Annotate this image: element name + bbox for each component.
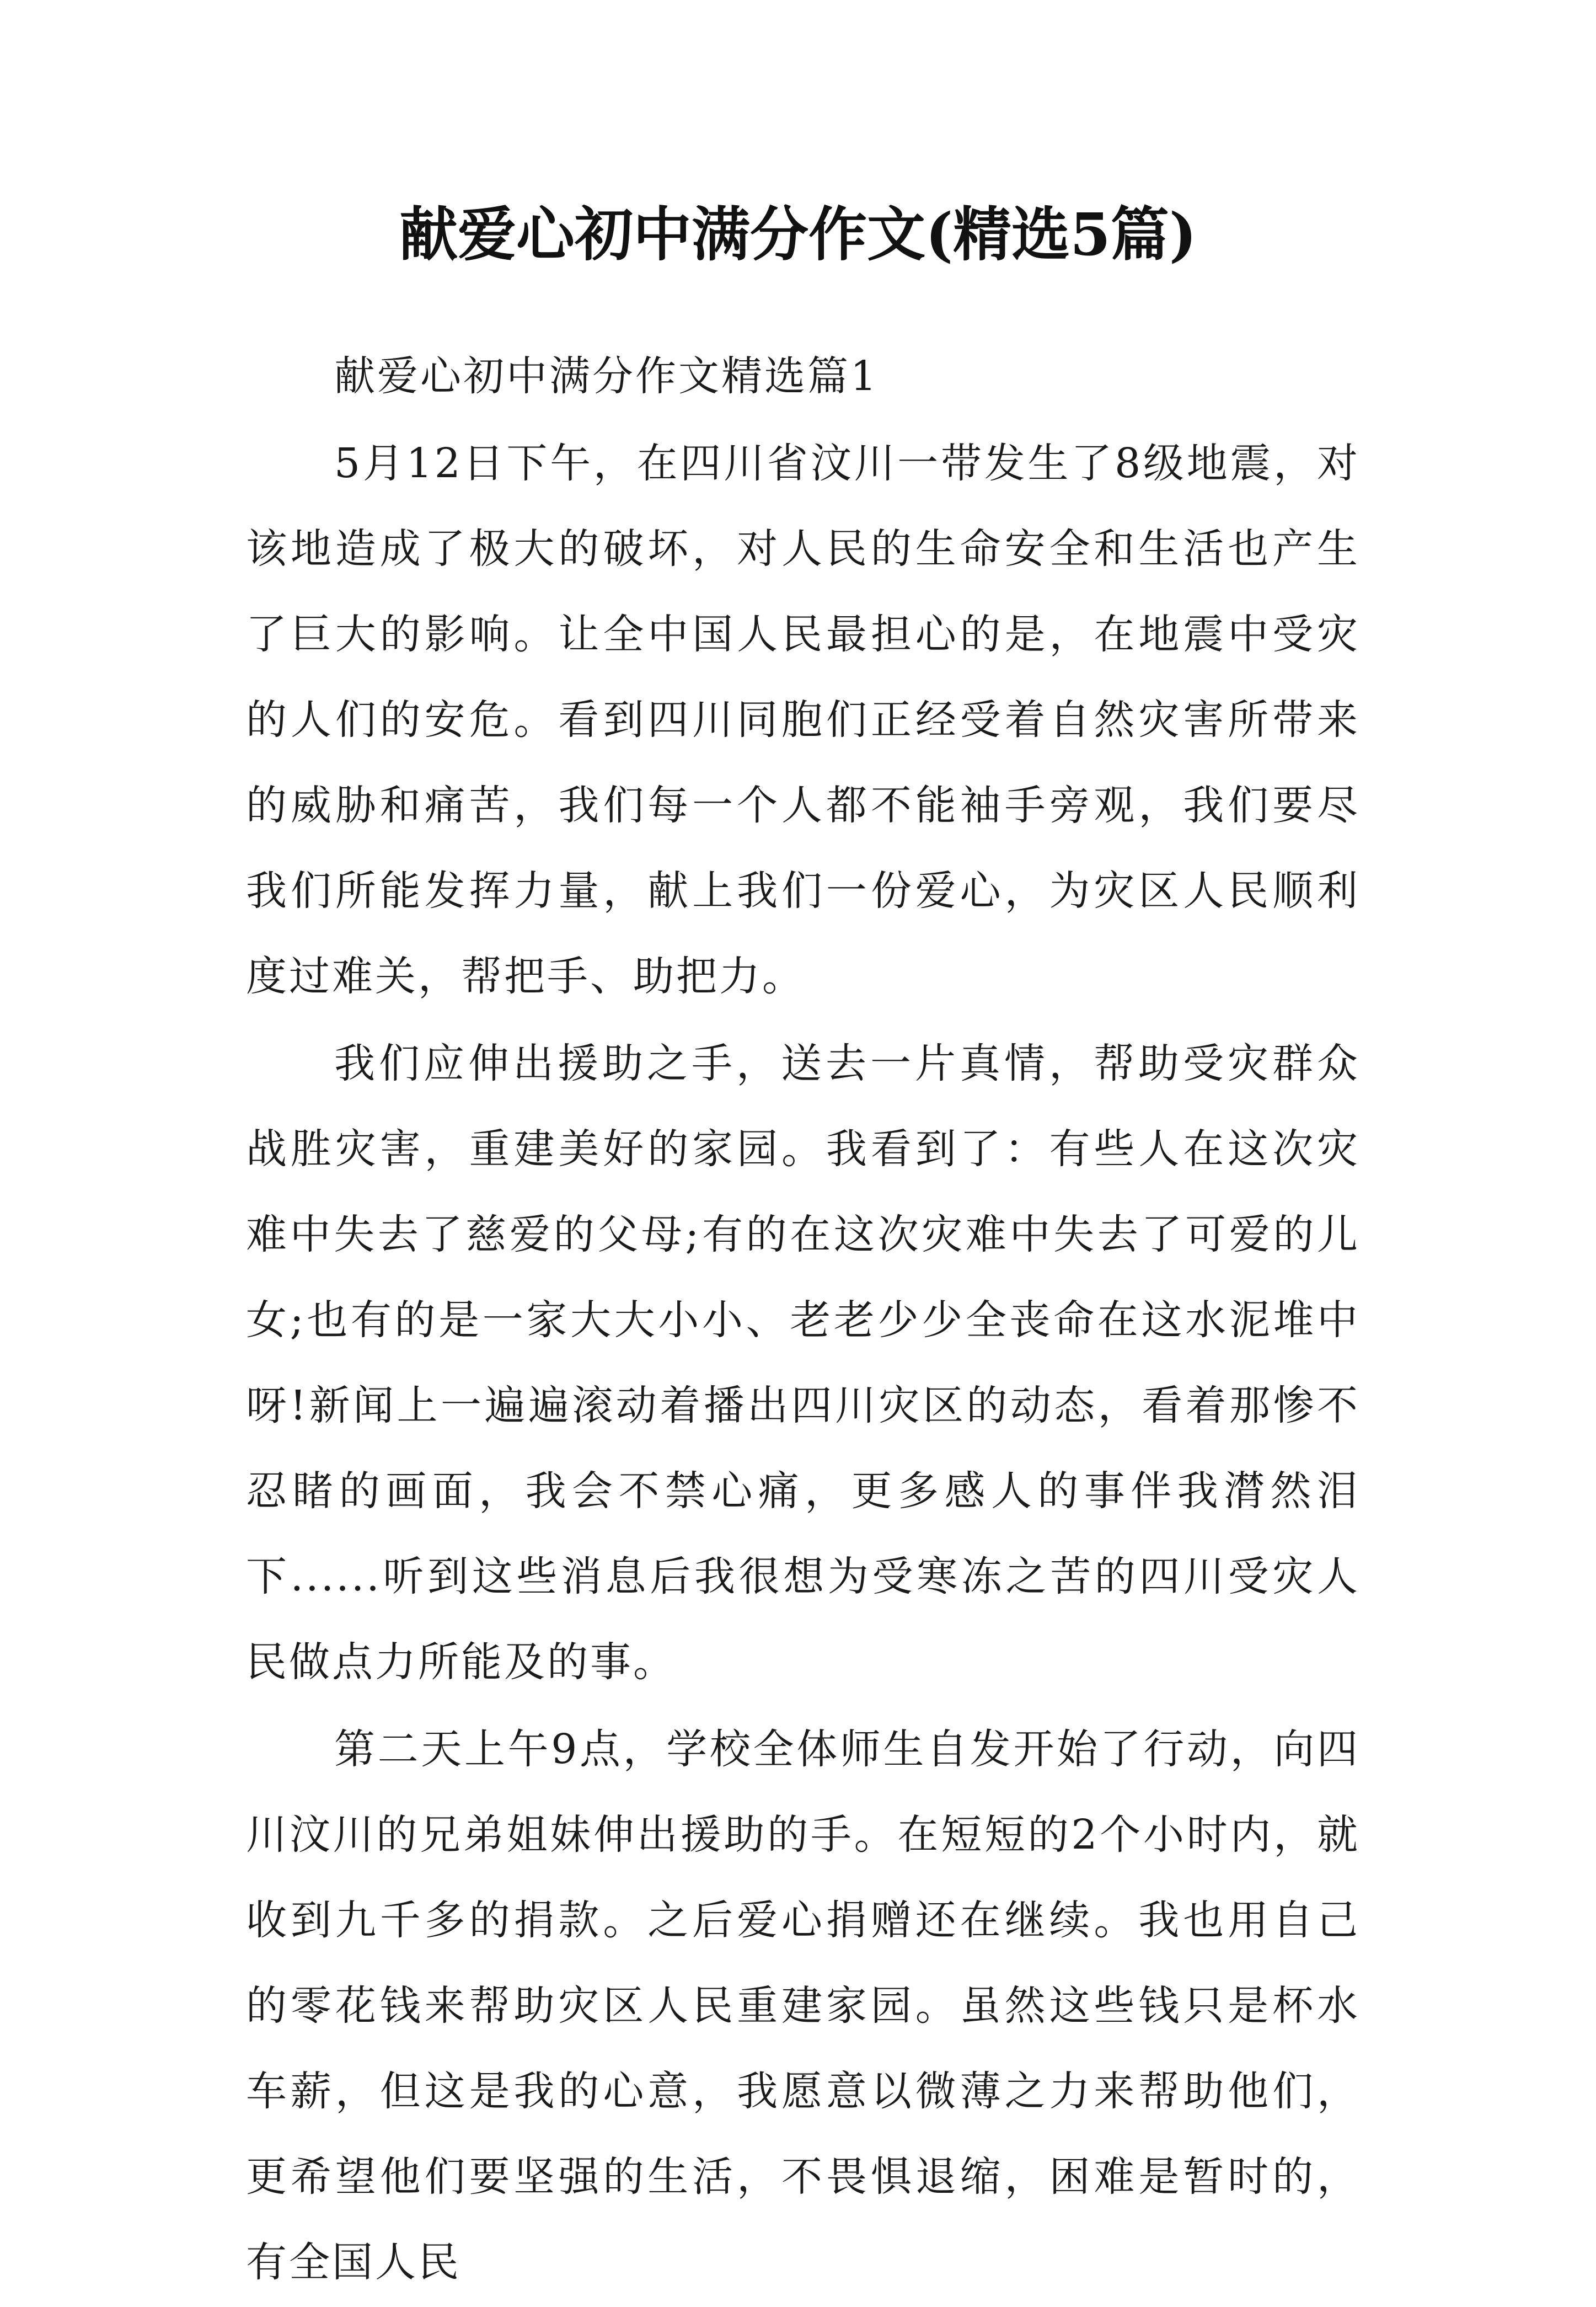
section-heading: 献爱心初中满分作文精选篇1 bbox=[334, 353, 879, 400]
document-body bbox=[246, 334, 1360, 2307]
document-title: 献爱心初中满分作文(精选5篇) bbox=[399, 200, 1197, 269]
paragraph: 5月12日下午，在四川省汶川一带发生了8级地震，对该地造成了极大的破坏，对人民的生命安全和生活也产生了巨大的影响。让全中国人民最担心的是，在地震中受灾的人们的安危。看到四川同胞们正经受着自然灾害所带来的威胁和痛苦，我们每一个人都不能袖手旁观，我们要尽我们所能发挥力量，献上我们一份爱心，为灾区人民顺利度过难关，帮把手、助把力。 bbox=[246, 440, 1360, 1000]
paragraph: 第二天上午9点，学校全体师生自发开始了行动，向四川汶川的兄弟姐妹伸出援助的手。在短短的2个小时内，就收到九千多的捐款。之后爱心捐赠还在继续。我也用自己的零花钱来帮助灾区人民重建家园。虽然这些钱只是杯水车薪，但这是我的心意，我愿意以微薄之力来帮助他们，更希望他们要坚强的生活，不畏惧退缩，困难是暂时的，有全国人民 bbox=[246, 1726, 1360, 2286]
paragraph: 我们应伸出援助之手，送去一片真情，帮助受灾群众战胜灾害，重建美好的家园。我看到了：有些人在这次灾难中失去了慈爱的父母;有的在这次灾难中失去了可爱的儿女;也有的是一家大大小小、老老少少全丧命在这水泥堆中呀!新闻上一遍遍滚动着播出四川灾区的动态，看着那惨不忍睹的画面，我会不禁心痛，更多感人的事伴我潸然泪下......听到这些消息后我很想为受寒冻之苦的四川受灾人民做点力所能及的事。 bbox=[246, 1040, 1360, 1686]
